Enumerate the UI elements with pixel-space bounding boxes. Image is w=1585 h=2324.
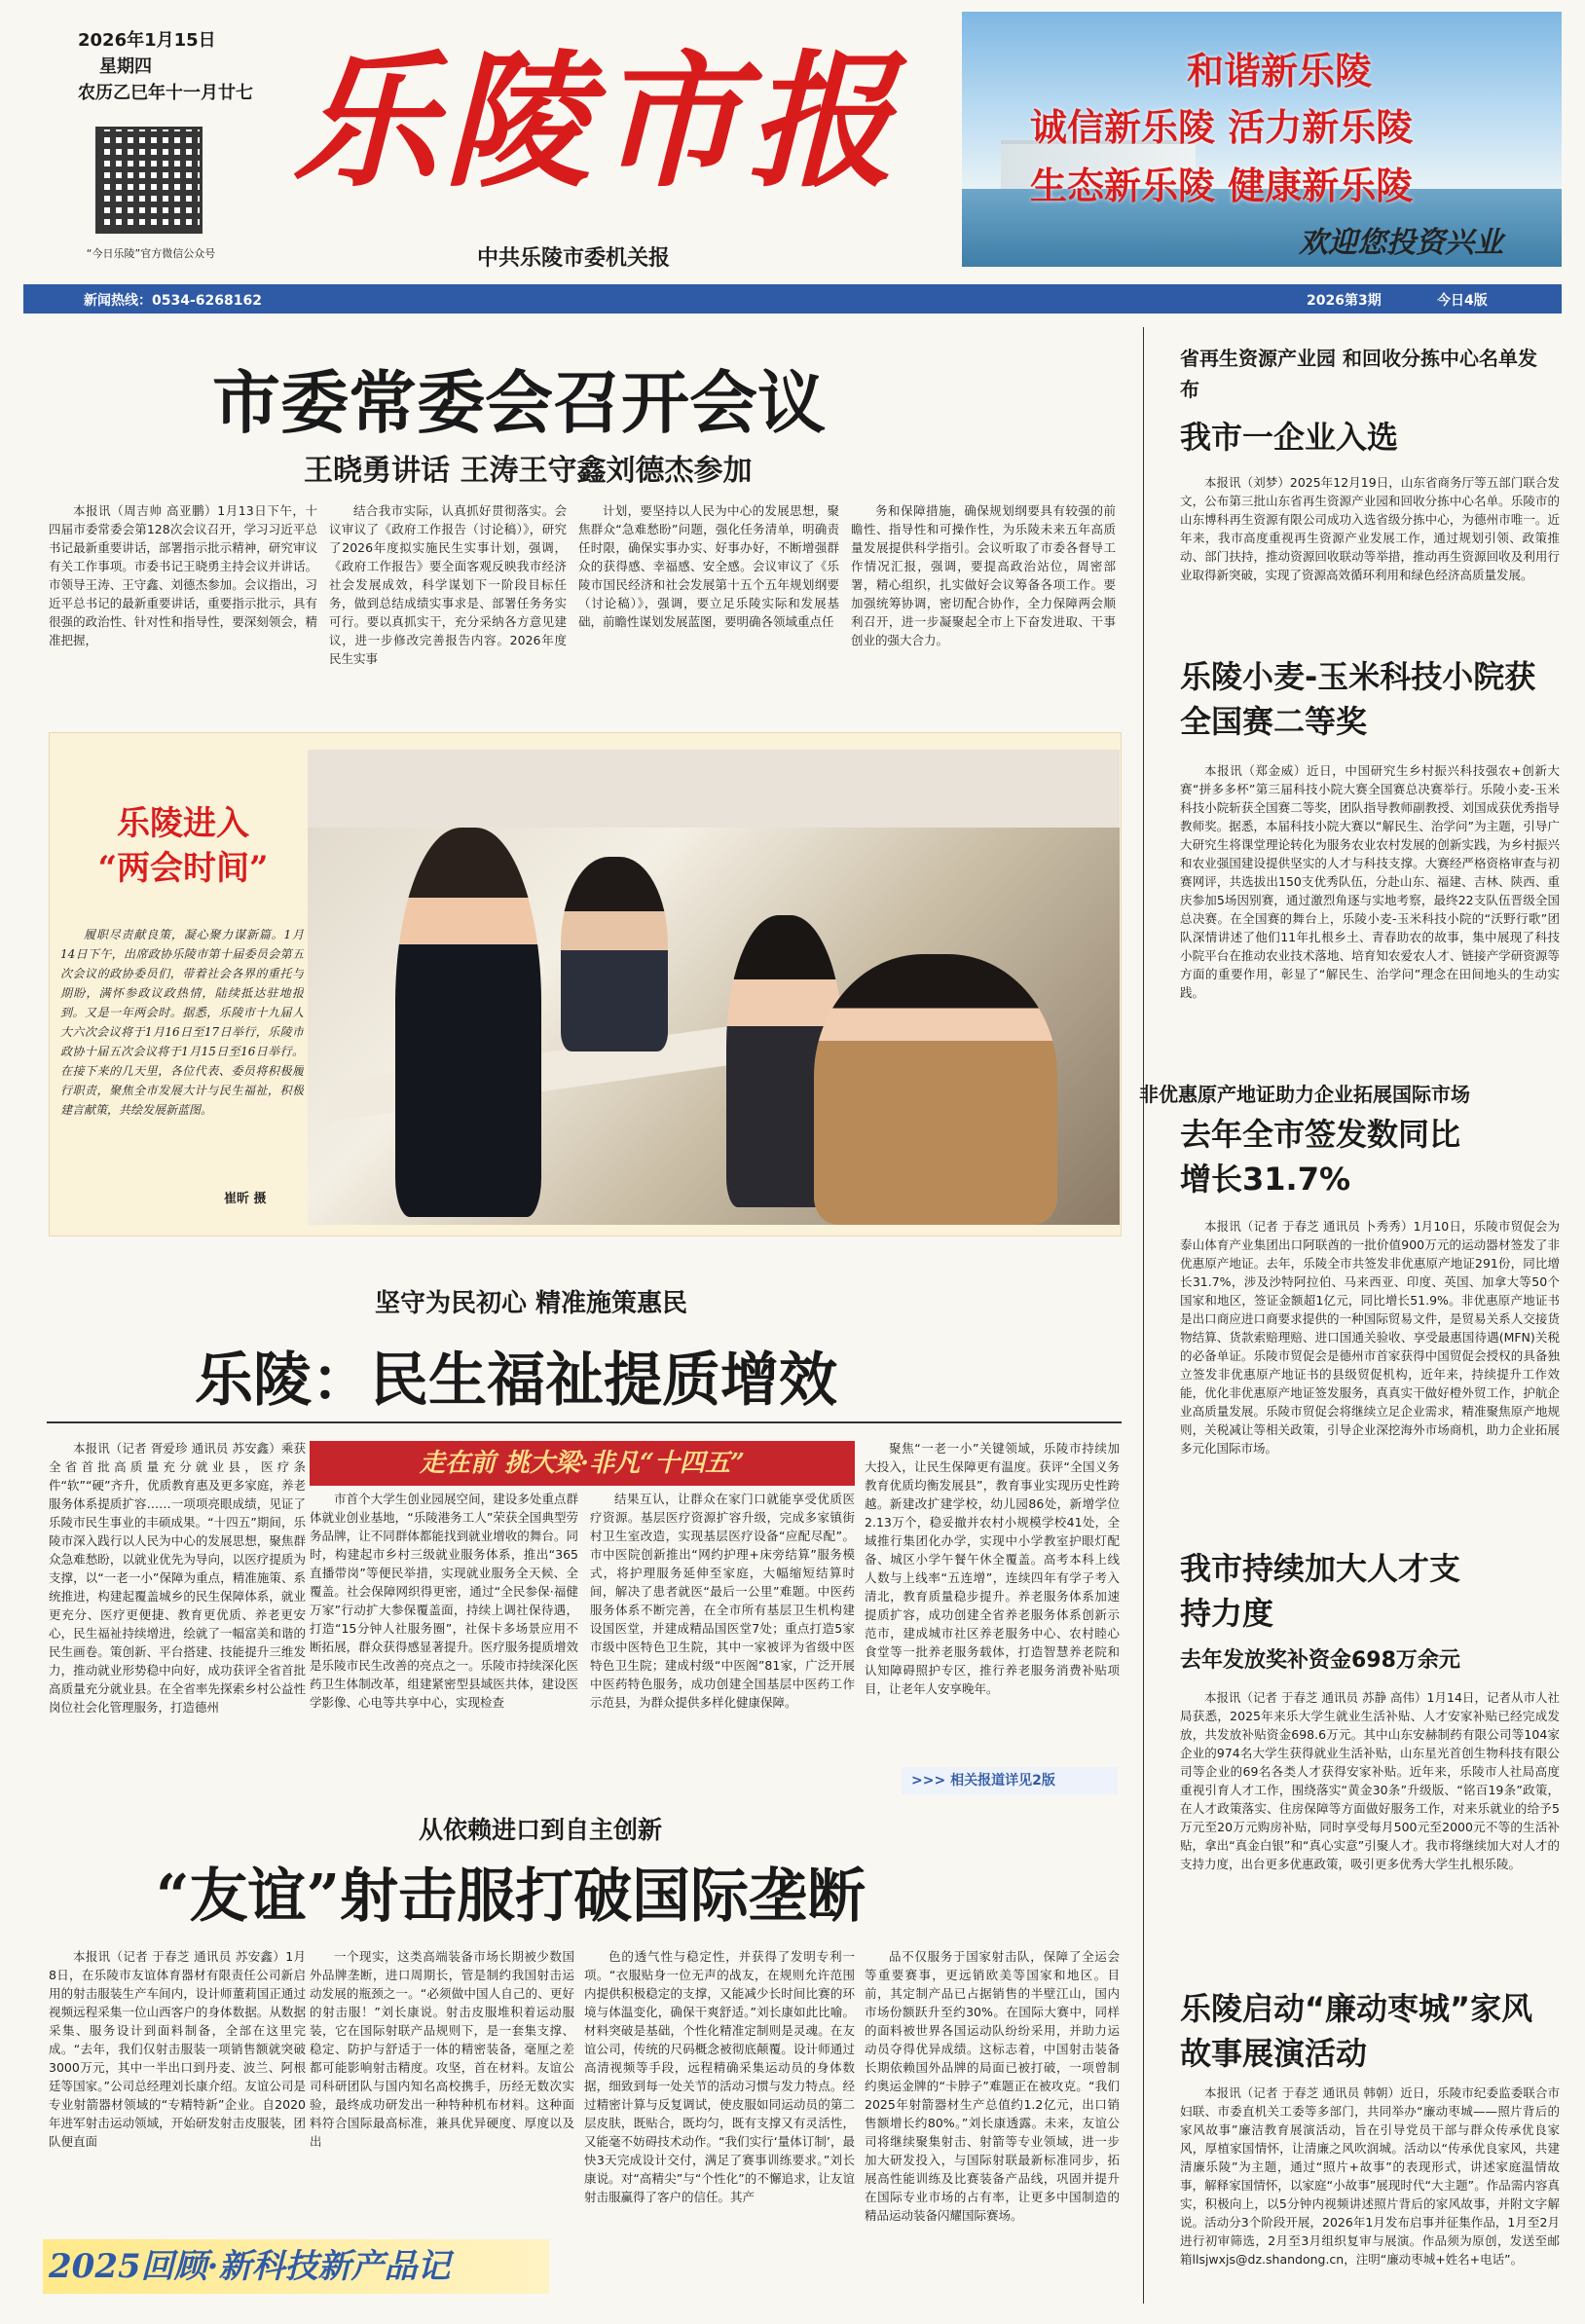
cppcc-registration-photo[interactable]	[308, 750, 1120, 1225]
story3-kicker: 从依赖进口到自主创新	[419, 1816, 663, 1844]
lead-col-2: 结合我市实际，认真抓好贯彻落实。会议审议了《政府工作报告（讨论稿）》，研究了2026年度拟实施民生实事计划，强调，《政府工作报告》要全面客观反映我市经济社会发展成效，科学谋划下一阶段目标任务，做到总结成绩实事求是、部署任务务实可行。要以真抓实干，充分采纳各方意见建议，进一步修改完善报告内容。2026年度民生实事	[329, 503, 567, 666]
story2-col-4: 聚焦“一老一小”关键领域，乐陵市持续加大投入，让民生保障更有温度。获评“全国义务教育优质均衡发展县”，教育事业实现历史性跨越。新建改扩建学校，幼儿园86处，新增学位2.13万个，稳妥撤并农村小规模学校41处，全域推行集团化办学，实现中小学教室护眼灯配备、城区小学午餐午休全覆盖。高考本科上线人数与上线率“五连增”，连续四年有学子考入清北，教育质量稳步提升。养老服务体系加速提质扩容，成功创建全省养老服务体系创新示范市，建成城市社区养老服务中心、农村睦心食堂等一批养老服务载体，打造智慧养老院和认知障碍照护专区，推行养老服务消费补贴项目，让老年人安享晚年。	[865, 1441, 1120, 1696]
story3-col-3: 色的透气性与稳定性，并获得了发明专利一项。“衣服贴身一位无声的战友，在规则允许范围内提供积极稳定的支撑，又能减少长时间比赛的环境与体温变化，确保干爽舒适。”刘长康如此比喻。材料突破是基础，个性化精准定制则是灵魂。在友谊公司，传统的尺码概念被彻底颠覆。设计师通过高清视频等手段，远程精确采集运动员的身体数据，细致到每一处关节的活动习惯与发力特点。经过精密计算与反复调试，使皮服如同运动员的第二层皮肤，既贴合，既均匀，既有支撑又有灵活性，又能毫不妨碍技术动作。“我们实行‘量体订制’，最快3天完成设计交付，满足了赛事训练要求。”刘长康说。对“高精尖”与“个性化”的不懈追求，让友谊射击服赢得了客户的信任。其产	[584, 1949, 855, 2204]
right-5-body: 本报讯（记者 于春芝 通讯员 韩朝）近日，乐陵市纪委监委联合市妇联、市委直机关工委等多部门，共同举办“廉动枣城——照片背后的家风故事”廉洁教育展演活动，旨在引导党员干部与群众传承优良家风，厚植家国情怀，让清廉之风吹润城。活动以“传承优良家风，共建清廉乐陵”为主题，通过“照片+故事”的表现形式，讲述家庭温情故事，解释家国情怀，以家庭“小故事”展现时代“大主题”。作品需内容真实，积极向上，以5分钟内视频讲述照片背后的家风故事，并附文字解说。活动分3个阶段开展，2026年1月发布启事并征集作品，1月至2月进行初审筛选，2月至3月组织复审与展演。作品须为原创，发送至邮箱llsjwxjs@dz.shandong.cn，注明“廉动枣城+姓名+电话”。	[1180, 2085, 1560, 2267]
lunar-date: 农历乙巳年十一月廿七	[78, 83, 253, 103]
related-link[interactable]	[902, 1767, 1118, 1794]
lead-subtitle: 王晓勇讲话 王涛王守鑫刘德杰参加	[304, 454, 753, 488]
lead-col-3: 计划，要坚持以人民为中心的发展思想，聚焦群众“急难愁盼”问题，强化任务清单，明确责任时限，确保实事办实、好事办好，不断增强群众的获得感、幸福感、安全感。会议审议了《乐陵市国民经济和社会发展第十五个五年规划纲要（讨论稿）》，强调，要立足乐陵实际和发展基础，前瞻性谋划发展蓝图，要明确各领域重点任	[578, 503, 839, 629]
story2-divider	[47, 1421, 1122, 1423]
right-4-headline[interactable]: 我市持续加大人才支持力度	[1180, 1550, 1461, 1632]
lead-col-1: 本报讯（周吉帅 高亚鹏）1月13日下午，十四届市委常委会第128次会议召开，学习习近平总书记最新重要讲话，部署指示批示精神，研究审议有关工作事项。市委书记王晓勇主持会议并讲话。市领导王涛、王守鑫、刘德杰参加。会议指出，习近平总书记的最新重要讲话，重要指示批示，具有很强的政治性、针对性和指导性，要深刻领会，精准把握，	[49, 503, 317, 647]
story2-col-2: 市首个大学生创业园展空间，建设多处重点群体就业创业基地，“乐陵港务工人”荣获全国典型劳务品牌，让不同群体都能找到就业增收的舞台。同时，构建起市乡村三级就业服务体系，推出“365直播带岗”等便民举措，实现就业服务全天候、全覆盖。社会保障网织得更密，通过“全民参保·福健万家”行动扩大参保覆盖面，持续上调社保待遇，打造“15分钟人社服务圈”，社保卡多场景应用不断拓展，群众获得感显著提升。医疗服务提质增效是乐陵市民生改善的亮点之一。乐陵市持续深化医药卫生体制改革，组建紧密型县域医共体，建设医学影像、心电等共享中心，实现检查	[310, 1492, 578, 1710]
story2-kicker: 坚守为民初心 精准施策惠民	[375, 1289, 688, 1318]
issue-date-block	[78, 27, 253, 106]
story2-col-3: 结果互认，让群众在家门口就能享受优质医疗资源。基层医疗资源扩容升级，完成多家镇街村卫生室改造，实现基层医疗设备“应配尽配”。市中医院创新推出“网约护理+床旁结算”服务模式，将护理服务延伸至家庭，大幅缩短结算时间，解决了患者就医“最后一公里”难题。中医药服务体系不断完善，在全市所有基层卫生机构建设国医堂，并建成精品国医堂7处；重点打造5家市级中医特色卫生院，其中一家被评为省级中医特色卫生院；建成村级“中医阁”81家，广泛开展中医药特色服务，成功创建全国基层中医药工作示范县，为群众提供多样化健康保障。	[590, 1492, 855, 1710]
column-divider	[1143, 327, 1144, 2304]
right-3-headline[interactable]: 去年全市签发数同比增长31.7%	[1180, 1116, 1461, 1198]
right-1-body: 本报讯（刘梦）2025年12月19日，山东省商务厅等五部门联合发文，公布第三批山东省再生资源产业园和回收分拣中心名单。乐陵市的山东博科再生资源有限公司成功入选省级分拣中心，为德州市唯一。近年来，我市高度重视再生资源产业发展工作，通过规划引领、政策推动、部门扶持，推动资源回收联动等举措，推动再生资源回收及利用行业取得新突破，实现了资源高效循环利用和绿色经济高质量发展。	[1180, 475, 1560, 582]
photo-caption: 履职尽责献良策，凝心聚力谋新篇。1月14日下午，出席政协乐陵市第十届委员会第五次会议的政协委员们，带着社会各界的重托与期盼，满怀参政议政热情，陆续抵达驻地报到。又是一年两会时。据悉，乐陵市十九届人大六次会议将于1月16日至17日举行，乐陵市政协十届五次会议将于1月15日至16日举行。在接下来的几天里，各位代表、委员将积极履行职责，聚焦全市发展大计与民生福祉，积极建言献策，共绘发展新蓝图。	[60, 928, 304, 1117]
organ-label: 中共乐陵市委机关报	[477, 245, 671, 271]
photo-box-title-2: “两会时间”	[97, 849, 269, 888]
right-5-headline[interactable]: 乐陵启动“廉动枣城”家风故事展演活动	[1180, 1990, 1533, 2072]
lead-headline[interactable]: 市委常委会召开会议	[212, 362, 826, 443]
story2-col-1: 本报讯（记者 胥爱珍 通讯员 苏安鑫）乘获全省首批高质量充分就业县，医疗条件“软”“硬”齐升，优质教育惠及更多家庭，养老服务体系提质扩容……一项项亮眼成绩，见证了乐陵市民生事业的丰硕成果。“十四五”期间，乐陵市深入践行以人民为中心的发展思想，聚焦群众急难愁盼，以就业优先为导向，以医疗提质为支撑，以“一老一小”保障为重点，精准施策、系统推进，构建起覆盖城乡的民生保障体系，就业更充分、医疗更便捷、教育更优质、养老更安心，民生福祉持续增进，绘就了一幅富美和谐的民生画卷。策创新、平台搭建、技能提升三维发力，推动就业形势稳中向好，成功获评全省首批高质量充分就业县。在全省率先探索乡村公益性岗位社会化管理服务，打造德州	[49, 1441, 306, 1715]
related-link-label: 相关报道详见2版	[950, 1773, 1055, 1789]
right-3-kicker: 非优惠原产地证助力企业拓展国际市场	[1139, 1083, 1470, 1106]
qr-code-icon[interactable]	[95, 127, 203, 234]
promo-line-4: 欢迎您投资兴业	[1299, 226, 1503, 260]
photo-credit: 崔昕 摄	[224, 1192, 267, 1206]
story3-col-2: 一个现实，这类高端装备市场长期被少数国外品牌垄断，进口周期长，管是制约我国射击运动发展的瓶颈之一。“必须做中国人自己的、更好的射击服！”刘长康说。射击皮服堆积着运动服装，它在国际射联产品规则下，是一套集支撑、稳定、防护与舒适于一体的精密装备，毫厘之差都可能影响射击精度。攻坚，首在材料。友谊公司科研团队与国内知名高校携手，历经无数次实验，最终成功研发出一种特种机布材料。这种面料符合国际最高标准，兼具优异硬度、厚度以及出	[310, 1949, 574, 2149]
story3-col-4: 品不仅服务于国家射击队，保障了全运会等重要赛事，更远销欧美等国家和地区。目前，其定制产品已占据销售的半壁江山，国内市场份额跃升至约30%。在国际大赛中，同样的面料被世界各国运动队纷纷采用，并助力运动员夺得优异成绩。这标志着，中国射击装备长期依赖国外品牌的局面已被打破，一项曾制约奥运金牌的“卡脖子”难题正在被攻克。“我们2025年射箭器材生产总值约1.2亿元，出口销售额增长约80%。”刘长康透露。未来，友谊公司将继续聚集射击、射箭等专业领域，进一步加大研发投入，与国际射联最新标准同步，拓展高性能训练及比赛装备产品线，巩固并提升在国际专业市场的占有率，让更多中国制造的精品运动装备闪耀国际赛场。	[865, 1949, 1120, 2223]
review-banner: 2025回顾·新科技新产品记	[43, 2239, 549, 2294]
news-hotline: 新闻热线：0534-6268162	[84, 293, 262, 309]
qr-caption: “今日乐陵”官方微信公众号	[86, 247, 216, 260]
issue-date: 2026年1月15日	[78, 30, 216, 51]
story3-col-1: 本报讯（记者 于春芝 通讯员 苏安鑫）1月8日，在乐陵市友谊体育器材有限责任公司新启用的射击服装生产车间内，设计师董莉国正通过视频远程采集一位山西客户的身体数据。从数据采集、服务设计到面料制备，全部在这里完成。“去年，我们仅射击服装一项销售额就突破3000万元，其中一半出口到丹麦、波兰、阿根廷等国家。”公司总经理刘长康介绍。友谊公司是专业射箭器材领域的“专精特新”企业。自2020年进军射击运动领域，开始研发射击皮服装，团队便直面	[49, 1949, 306, 2149]
photo-box-title	[86, 801, 280, 891]
photo-box-title-1: 乐陵进入	[117, 804, 249, 843]
right-4-body: 本报讯（记者 于春芝 通讯员 苏静 高伟）1月14日，记者从市人社局获悉，2025年来乐大学生就业生活补贴、人才安家补贴已经完成发放，共发放补贴资金698.6万元。其中山东安赫制药有限公司等104家企业的974名大学生获得就业生活补贴，山东星光首创生物科技有限公司等企业的69名各类人才获得安家补贴。近年来，乐陵市人社局高度重视引育人才工作，围绕落实“黄金30条”升级版、“铭百19条”政策，在人才政策落实、住房保障等方面做好服务工作，对来乐就业的给予5万元至20万元购房补贴，同时享受每月500元至2000元不等的生活补贴，拿出“真金白银”和“真心实意”引聚人才。我市将继续加大对人才的支持力度，出台更多优惠政策，吸引更多优秀大学生扎根乐陵。	[1180, 1690, 1560, 1871]
chevron-right-icon: >>>	[911, 1773, 951, 1789]
promo-line-3: 生态新乐陵 健康新乐陵	[1030, 164, 1414, 207]
promo-line-2: 诚信新乐陵 活力新乐陵	[1030, 105, 1414, 149]
right-3-body: 本报讯（记者 于春芝 通讯员 卜秀秀）1月10日，乐陵市贸促会为泰山体育产业集团出口阿联酋的一批价值900万元的运动器材签发了非优惠原产地证。去年，乐陵全市共签发非优惠原产地证291份，同比增长31.7%，涉及沙特阿拉伯、马来西亚、印度、英国、加拿大等50个国家和地区，签证金额超1亿元，同比增长51.9%。非优惠原产地证书是出口商应进口商要求提供的一种国际贸易文件，是贸易关系人交接货物结算、货款索赔理赔、进口国通关验收、享受最惠国待遇(MFN)关税的必备单证。乐陵市贸促会是德州市首家获得中国贸促会授权的具备独立签发非优惠原产地证书的县级贸促机构，近年来，持续提升工作效能，优化非优惠原产地证签发服务，真真实干做好橙外贸工作，护航企业高质量发展。乐陵市贸促会将继续立足企业需求，精准聚焦原产地规则，关税减让等相关政策，引导企业深挖海外市场商机，助力企业拓展多元化国际市场。	[1180, 1219, 1560, 1456]
info-bar	[23, 284, 1562, 314]
right-4-subtitle: 去年发放奖补资金698万余元	[1180, 1648, 1460, 1673]
lead-col-4: 务和保障措施，确保规划纲要具有较强的前瞻性、指导性和可操作性，为乐陵未来五年高质量发展提供科学指引。会议听取了市委各督导工作情况汇报，强调，要提高政治站位，周密部署，精心组织，扎实做好会议筹备各项工作。要加强统筹协调，密切配合协作，全力保障两会顺利召开，进一步凝聚起全市上下奋发进取、干事创业的强大合力。	[851, 503, 1116, 647]
newspaper-logo: 乐陵市报	[292, 36, 901, 207]
promo-line-1: 和谐新乐陵	[1186, 49, 1372, 92]
right-1-headline[interactable]: 我市一企业入选	[1180, 419, 1399, 456]
right-1-kicker: 省再生资源产业园 和回收分拣中心名单发布	[1180, 347, 1537, 401]
right-2-body: 本报讯（郑金威）近日，中国研究生乡村振兴科技强农+创新大赛“拼多多杯”第三届科技小院大赛全国赛总决赛举行。乐陵小麦-玉米科技小院斩获全国赛二等奖，团队指导教师副教授、刘国成获优秀指导教师奖。据悉，本届科技小院大赛以“解民生、治学问”为主题，引导广大研究生将课堂理论转化为服务农业农村发展的创新实践，为乡村振兴和农业强国建设提供坚实的人才与科技支撑。大赛经严格资格审查与初赛网评，共选拔出150支优秀队伍，分赴山东、福建、吉林、陕西、重庆参加5场因别赛，通过激烈角逐与实地考察，最终22支队伍晋级全国总决赛。在全国赛的舞台上，乐陵小麦-玉米科技小院的“沃野行歌”团队深情讲述了他们11年扎根乡土、青春助农的故事，集中展现了科技小院平台在推动农业技术落地、培育知农爱农人才、链接产学研资源等方面的重要作用，彰显了“解民生、治学问”理念在田间地头的生动实践。	[1180, 763, 1560, 1000]
section-banner: 走在前 挑大梁·非凡“十四五”	[310, 1441, 855, 1486]
issue-number: 2026第3期	[1307, 293, 1382, 309]
story3-headline[interactable]: “友谊”射击服打破国际垄断	[156, 1863, 866, 1931]
right-2-headline[interactable]: 乐陵小麦-玉米科技小院获全国赛二等奖	[1180, 658, 1536, 740]
page-count: 今日4版	[1437, 293, 1488, 309]
story2-headline[interactable]: 乐陵：民生福祉提质增效	[195, 1346, 837, 1415]
promo-banner	[962, 12, 1562, 267]
weekday: 星期四	[99, 56, 152, 77]
